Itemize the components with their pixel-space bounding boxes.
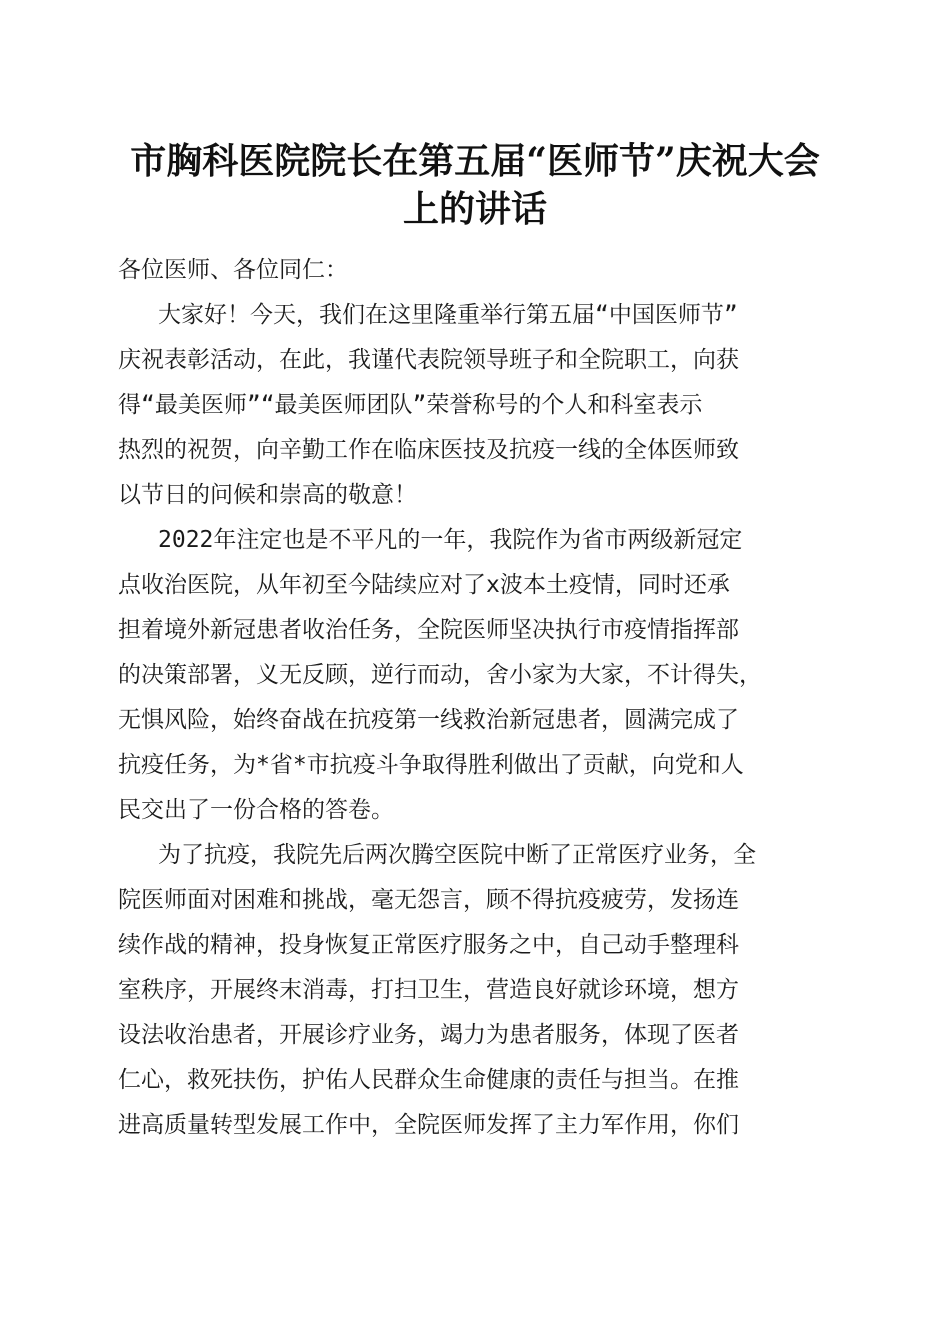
document-body [118, 248, 830, 1148]
paragraph-2-line: 无惧风险，始终奋战在抗疫第一线救治新冠患者，圆满完成了 [118, 707, 739, 733]
paragraph-2-line: 的决策部署，义无反顾，逆行而动，舍小家为大家，不计得失， [118, 662, 762, 688]
paragraph-1-line: 大家好！今天，我们在这里隆重举行第五届“中国医师节” [158, 302, 738, 328]
document-title [100, 137, 850, 233]
paragraph-2-line: 民交出了一份合格的答卷。 [118, 797, 394, 823]
paragraph-3-line: 设法收治患者，开展诊疗业务，竭力为患者服务，体现了医者 [118, 1022, 739, 1048]
paragraph-3-line: 室秩序，开展终末消毒，打扫卫生，营造良好就诊环境，想方 [118, 977, 739, 1003]
salutation: 各位医师、各位同仁： [118, 257, 348, 283]
paragraph-3-line: 进高质量转型发展工作中，全院医师发挥了主力军作用，你们 [118, 1112, 739, 1138]
paragraph-3-line: 仁心，救死扶伤，护佑人民群众生命健康的责任与担当。在推 [118, 1067, 739, 1093]
paragraph-3-line: 续作战的精神，投身恢复正常医疗服务之中，自己动手整理科 [118, 932, 739, 958]
paragraph-3-line: 院医师面对困难和挑战，毫无怨言，顾不得抗疫疲劳，发扬连 [118, 887, 739, 913]
paragraph-1-line: 热烈的祝贺，向辛勤工作在临床医技及抗疫一线的全体医师致 [118, 437, 739, 463]
paragraph-1-line: 得“最美医师”“最美医师团队”荣誉称号的个人和科室表示 [118, 392, 703, 418]
paragraph-2-line: 点收治医院，从年初至今陆续应对了x波本土疫情，同时还承 [118, 572, 730, 598]
paragraph-1-line: 庆祝表彰活动，在此，我谨代表院领导班子和全院职工，向获 [118, 347, 739, 373]
paragraph-2-line: 担着境外新冠患者收治任务，全院医师坚决执行市疫情指挥部 [118, 617, 739, 643]
title-line: 市胸科医院院长在第五届“医师节”庆祝大会 [130, 140, 820, 182]
title-line: 上的讲话 [402, 188, 547, 230]
paragraph-2-line: 2022年注定也是不平凡的一年，我院作为省市两级新冠定 [158, 527, 743, 553]
paragraph-2-line: 抗疫任务，为*省*市抗疫斗争取得胜利做出了贡献，向党和人 [118, 752, 744, 778]
paragraph-3-line: 为了抗疫，我院先后两次腾空医院中断了正常医疗业务，全 [158, 842, 756, 868]
paragraph-1-line: 以节日的问候和崇高的敬意！ [118, 482, 417, 508]
